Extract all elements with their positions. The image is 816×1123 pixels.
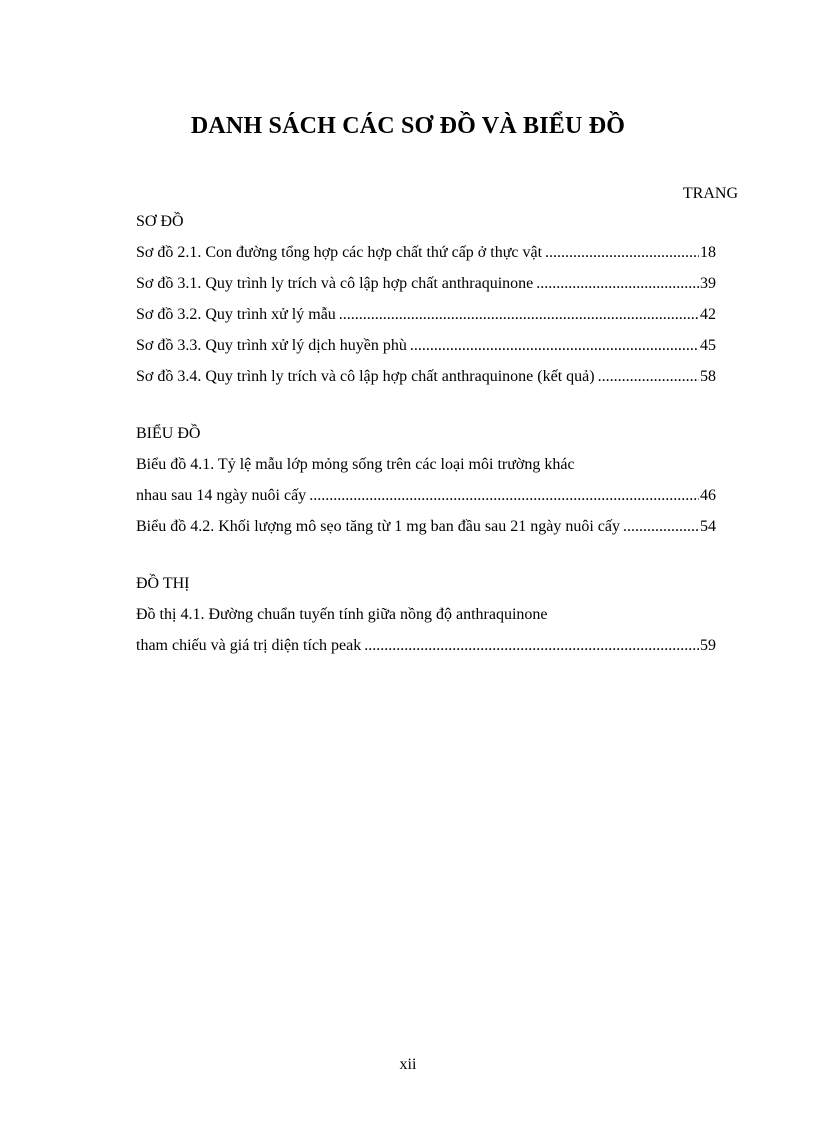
dot-leader xyxy=(598,367,699,387)
toc-entry-page: 58 xyxy=(700,368,716,385)
toc-entry-label: Sơ đồ 3.2. Quy trình xử lý mẫu xyxy=(136,306,336,323)
dot-leader xyxy=(364,636,699,656)
dot-leader xyxy=(339,305,699,325)
toc-entry-label-line1[interactable]: Đồ thị 4.1. Đường chuẩn tuyến tính giữa nồng độ anthraquinone xyxy=(136,606,548,623)
toc-entry-label: Sơ đồ 3.1. Quy trình ly trích và cô lập hợp chất anthraquinone xyxy=(136,275,534,292)
toc-entry-label-line1[interactable]: Biểu đồ 4.1. Tỷ lệ mẫu lớp mỏng sống trên các loại môi trường khác xyxy=(136,456,575,473)
toc-entry[interactable] xyxy=(136,367,716,387)
dot-leader xyxy=(536,274,699,294)
dot-leader xyxy=(410,336,699,356)
toc-entry[interactable] xyxy=(136,636,716,656)
page-number: xii xyxy=(399,1056,417,1073)
toc-entry-page: 45 xyxy=(700,337,716,354)
toc-entry-label: nhau sau 14 ngày nuôi cấy xyxy=(136,487,307,504)
section-heading-do-thi: ĐỒ THỊ xyxy=(136,575,190,592)
toc-entry[interactable] xyxy=(136,305,716,325)
toc-entry[interactable] xyxy=(136,486,716,506)
page-column-label: TRANG xyxy=(682,185,738,202)
toc-entry-label: tham chiếu và giá trị diện tích peak xyxy=(136,637,362,654)
toc-entry[interactable] xyxy=(136,243,716,263)
section-heading-bieu-do: BIỂU ĐỒ xyxy=(136,425,201,442)
toc-entry-page: 39 xyxy=(700,275,716,292)
dot-leader xyxy=(545,243,699,263)
dot-leader xyxy=(309,486,699,506)
toc-entry-page: 46 xyxy=(700,487,716,504)
page-title: DANH SÁCH CÁC SƠ ĐỒ VÀ BIỂU ĐỒ xyxy=(190,113,626,139)
toc-entry-page: 59 xyxy=(700,637,716,654)
toc-entry-label: Biểu đồ 4.2. Khối lượng mô sẹo tăng từ 1 mg ban đầu sau 21 ngày nuôi cấy xyxy=(136,518,620,535)
section-heading-so-do: SƠ ĐỒ xyxy=(136,213,184,230)
toc-entry-page: 18 xyxy=(700,244,716,261)
toc-entry-page: 42 xyxy=(700,306,716,323)
dot-leader xyxy=(623,517,699,537)
toc-entry-page: 54 xyxy=(700,518,716,535)
toc-entry-label: Sơ đồ 2.1. Con đường tổng hợp các hợp chất thứ cấp ở thực vật xyxy=(136,244,543,261)
toc-entry[interactable] xyxy=(136,274,716,294)
toc-entry-label: Sơ đồ 3.4. Quy trình ly trích và cô lập hợp chất anthraquinone (kết quả) xyxy=(136,368,595,385)
toc-entry[interactable] xyxy=(136,336,716,356)
toc-entry-label: Sơ đồ 3.3. Quy trình xử lý dịch huyền phù xyxy=(136,337,407,354)
toc-entry[interactable] xyxy=(136,517,716,537)
